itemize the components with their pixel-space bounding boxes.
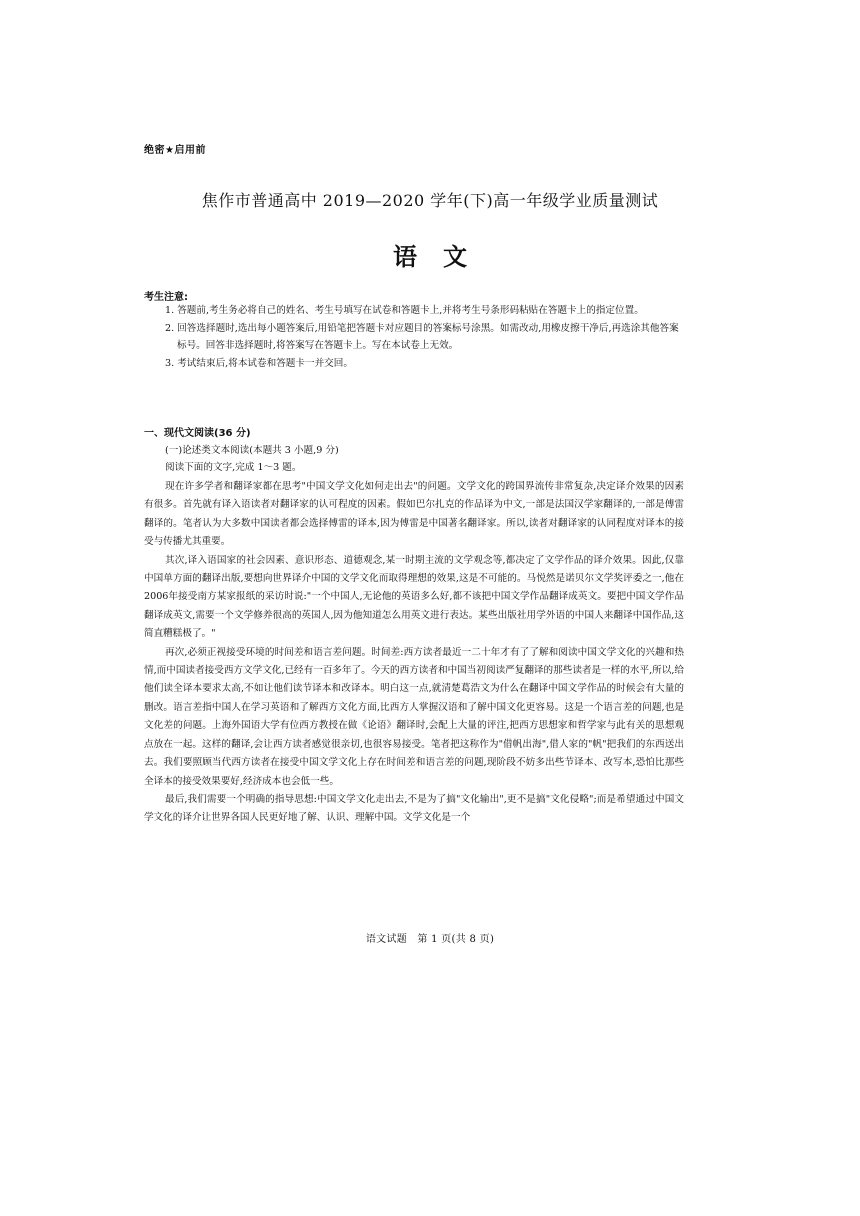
- passage-paragraph: 其次,译入语国家的社会因素、意识形态、道德观念,某一时期主流的文学观念等,都决定了文学作品的译介效果。因此,仅靠中国单方面的翻译出版,要想向世界译介中国的文学文化而取得理想的效果,这是不可能的。马悦然是诺贝尔文学奖评委之一,他在2006年接受南方某家报纸的采访时说:"一个中国人,无论他的英语多么好,都不该把中国文学作品翻译成英文。要把中国文学作品翻译成英文,需要一个文学修养很高的英国人,因为他知道怎么用英文进行表达。某些出版社用学外语的中国人来翻译中国作品,这简直糟糕极了。": [144, 554, 684, 640]
- confidential-label: 绝密★启用前: [144, 145, 206, 156]
- reading-passage: [144, 478, 684, 828]
- notice-heading: 考生注意:: [144, 292, 188, 303]
- passage-paragraph: 再次,必须正视接受环境的时间差和语言差问题。时间差:西方读者最近一二十年才有了了解和阅读中国文学文化的兴趣和热情,而中国读者接受西方文学文化,已经有一百多年了。今天的西方读者和中国当初阅读严复翻译的那些读者是一样的水平,所以,给他们读全译本要求太高,不如让他们读节译本和改译本。明白这一点,就清楚葛浩文为什么在翻译中国文学作品的时候会有大量的删改。语言差指中国人在学习英语和了解西方文化方面,比西方人掌握汉语和了解中国文化更容易。这是一个语言差的问题,也是文化差的问题。上海外国语大学有位西方教授在做《论语》翻译时,会配上大量的评注,把西方思想家和哲学家与此有关的思想观点放在一起。这样的翻译,会让西方读者感觉很亲切,也很容易接受。笔者把这称作为"借帆出海",借人家的"帆"把我们的东西送出去。我们要照顾当代西方读者在接受中国文学文化上存在时间差和语言差的问题,现阶段不妨多出些节译本、改写本,恐怕比那些全译本的接受效果要好,经济成本也会低一些。: [144, 646, 684, 787]
- passage-paragraph: 最后,我们需要一个明确的指导思想:中国文学文化走出去,不是为了搞"文化输出",更不是搞"文化侵略";而是希望通过中国文学文化的译介让世界各国人民更好地了解、认识、理解中国。文学文化是一个: [144, 793, 684, 824]
- page-footer: 语文试题 第 1 页(共 8 页): [365, 934, 495, 945]
- notice-item: 3. 考试结束后,将本试卷和答题卡一并交回。: [165, 357, 353, 369]
- section-heading: 一、现代文阅读(36 分): [144, 428, 251, 439]
- passage-paragraph: 现在许多学者和翻译家都在思考"中国文学文化如何走出去"的问题。文学文化的跨国界流传非常复杂,决定译介效果的因素有很多。首先就有译入语读者对翻译家的认可程度的因素。假如巴尔扎克的作品译为中文,一部是法国汉学家翻译的,一部是傅雷翻译的。笔者认为大多数中国读者都会选择傅雷的译本,因为傅雷是中国著名翻译家。所以,读者对翻译家的认同程度对译本的接受与传播尤其重要。: [144, 481, 684, 548]
- exam-title: 焦作市普通高中 2019—2020 学年(下)高一年级学业质量测试: [201, 191, 659, 210]
- notice-item: 2. 回答选择题时,选出每小题答案后,用铅笔把答题卡对应题目的答案标号涂黑。如需改动,用橡皮擦干净后,再选涂其他答案标号。回答非选择题时,将答案写在答题卡上。写在本试卷上无效。: [165, 322, 679, 351]
- notice-item: 1. 答题前,考生务必将自己的姓名、考生号填写在试卷和答题卡上,并将考生号条形码粘贴在答题卡上的指定位置。: [165, 305, 644, 316]
- sub-section-heading: (一)论述类文本阅读(本题共 3 小题,9 分): [165, 445, 339, 456]
- notice-list: [165, 302, 685, 372]
- reading-instruction: 阅读下面的文字,完成 1～3 题。: [165, 462, 302, 473]
- subject-title: 语文: [393, 243, 493, 271]
